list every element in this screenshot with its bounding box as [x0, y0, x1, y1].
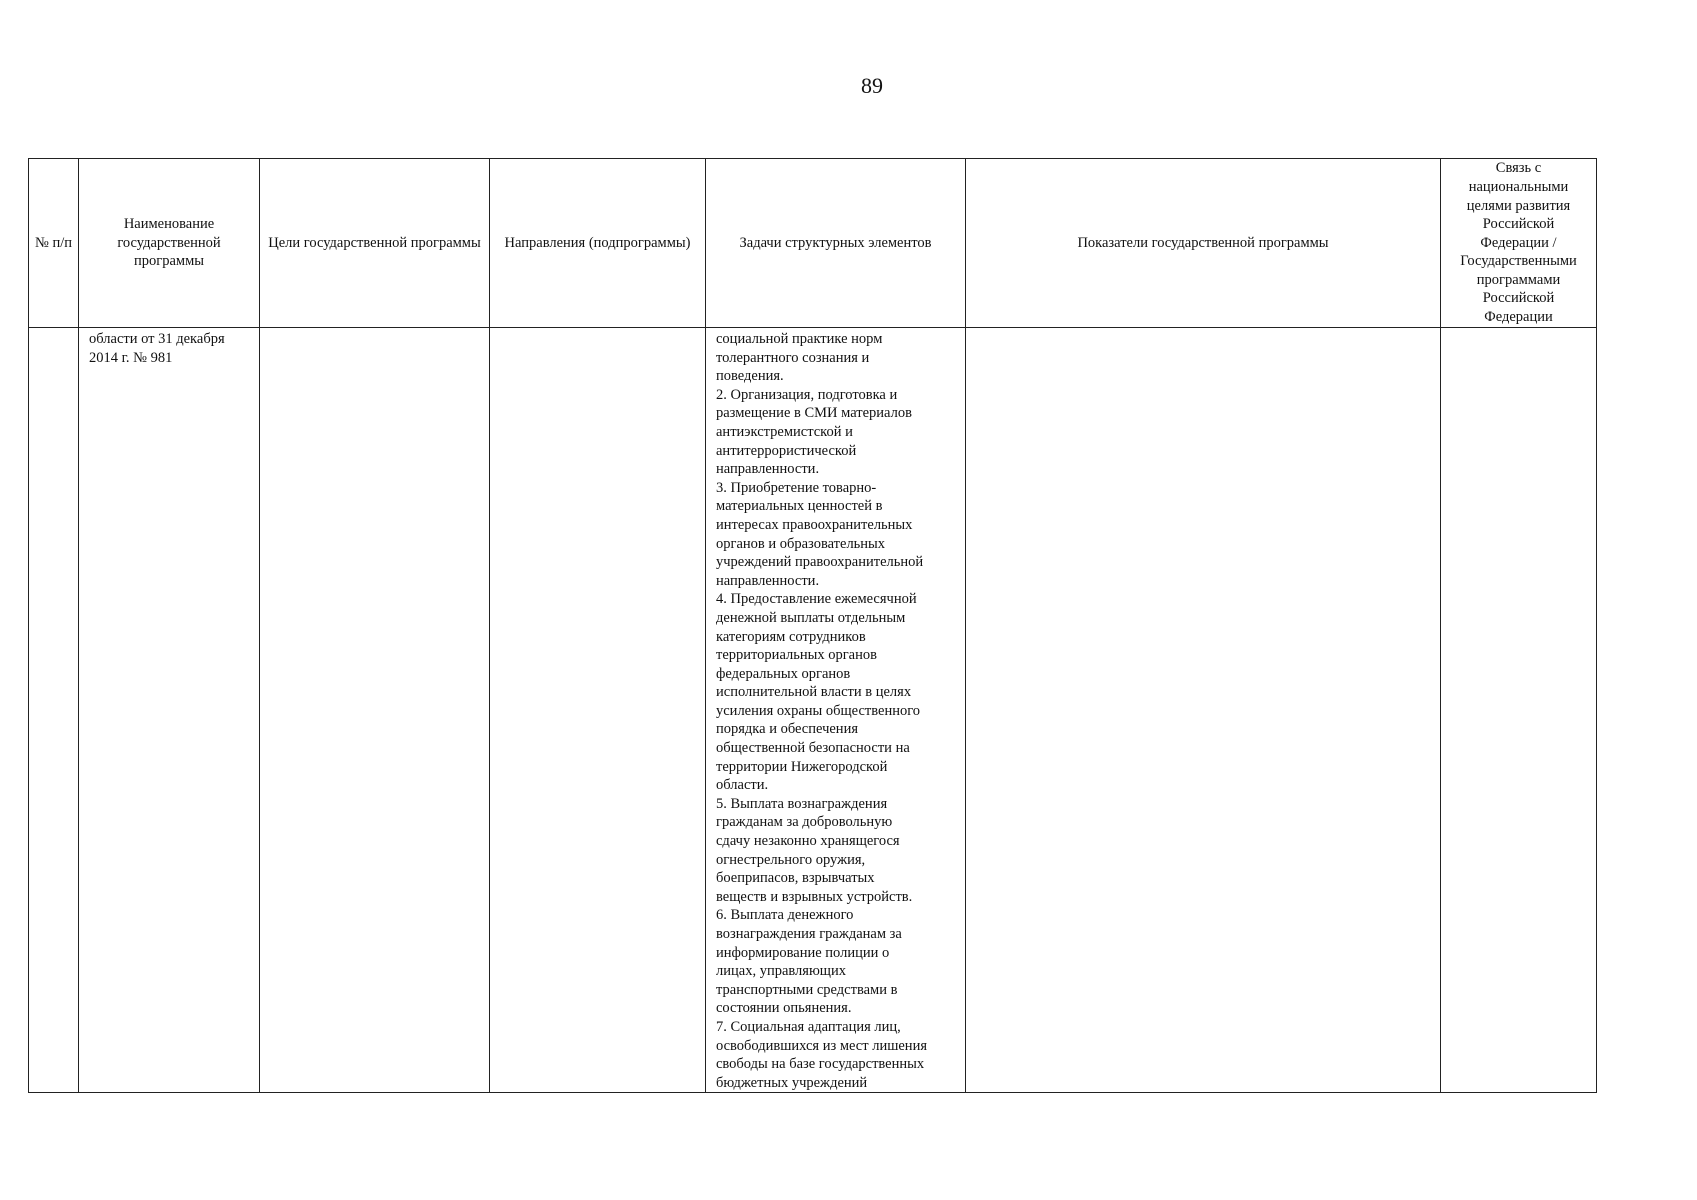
- cell-indicators-text: [966, 328, 1440, 330]
- cell-program-name: [79, 328, 260, 1093]
- cell-goals: [260, 328, 490, 1093]
- header-goals: Цели государственной программы: [260, 159, 490, 328]
- header-indicators: Показатели государственной программы: [966, 159, 1441, 328]
- header-number: № п/п: [29, 159, 79, 328]
- cell-directions-text: [490, 328, 705, 330]
- header-program-name: Наименование государственной программы: [79, 159, 260, 328]
- cell-tasks-text: социальной практике норм толерантного сознания и поведения. 2. Организация, подготовка и размещение в СМИ материалов антиэкстремистской и антитеррористической направленности. 3. Приобретение товарно- материальных ценностей в интересах правоохранительных органов и образовательных учреждений правоохранительной направленности. 4. Предоставление ежемесячной денежной выплаты отдельным категориям сотрудников территориальных органов федеральных органов исполнительной власти в целях усиления охраны общественного порядка и обеспечения общественной безопасности на территории Нижегородской области. 5. Выплата вознаграждения гражданам за добровольную сдачу незаконно хранящегося огнестрельного оружия, боеприпасов, взрывчатых веществ и взрывных устройств. 6. Выплата денежного вознаграждения гражданам за информирование полиции о лицах, управляющих транспортными средствами в состоянии опьянения. 7. Социальная адаптация лиц, освободившихся из мест лишения свободы на базе государственных бюджетных учреждений: [716, 331, 927, 1091]
- header-directions: Направления (подпрограммы): [490, 159, 706, 328]
- cell-number: [29, 328, 79, 1093]
- cell-national-goals-link: [1441, 328, 1597, 1093]
- page-number: 89: [861, 73, 883, 98]
- cell-program-name-text: области от 31 декабря 2014 г. № 981: [89, 331, 225, 366]
- table-row: [29, 328, 1597, 1093]
- cell-directions: [490, 328, 706, 1093]
- cell-number-text: [29, 328, 78, 330]
- cell-tasks: [706, 328, 966, 1093]
- program-table: [28, 158, 1597, 1093]
- header-national-goals-link: Связь с национальными целями развития Российской Федерации / Государственными программами Российской Федерации: [1441, 159, 1597, 328]
- cell-goals-text: [260, 328, 489, 330]
- cell-indicators: [966, 328, 1441, 1093]
- cell-link-text: [1441, 328, 1596, 330]
- table-header-row: [29, 159, 1597, 328]
- header-tasks: Задачи структурных элементов: [706, 159, 966, 328]
